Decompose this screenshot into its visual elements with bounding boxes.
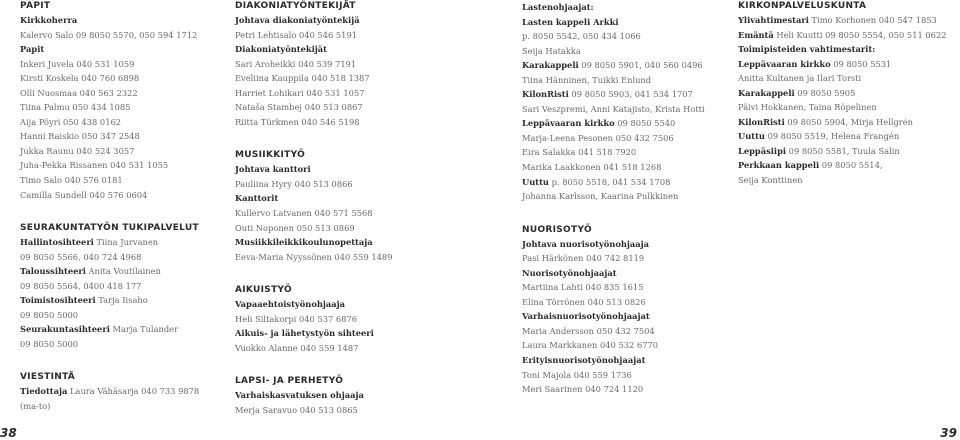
contact-text: Meri Saarinen 040 724 1120 [522, 384, 644, 395]
directory-line [20, 173, 250, 188]
directory-line [738, 42, 960, 57]
contact-text: 09 8050 5000 [20, 338, 79, 349]
directory-line [522, 237, 752, 252]
directory-line [522, 58, 752, 73]
contact-text: Sari Veszpremi, Anni Katajisto, Krista Hotti [522, 103, 705, 114]
directory-line [738, 13, 960, 28]
directory-line [235, 57, 465, 72]
role-label: Uuttu [738, 131, 765, 142]
directory-line [235, 326, 465, 341]
directory-line [522, 189, 752, 204]
directory-line [738, 100, 960, 115]
contact-text: Merja Saravuo 040 513 0865 [235, 404, 358, 415]
directory-line [522, 309, 752, 324]
directory-line [235, 221, 465, 236]
directory-line [522, 160, 752, 175]
role-label: Ylivahtimestari [738, 15, 809, 25]
role-label: Kanttorit [235, 193, 279, 204]
contact-text: Camilla Sundell 040 576 0604 [20, 189, 148, 200]
contact-text: Elina Törrönen 040 513 0826 [522, 296, 646, 307]
directory-line [522, 338, 752, 353]
contact-text: 09 8050 5905 [794, 87, 856, 98]
directory-line [738, 71, 960, 86]
directory-line [738, 115, 960, 130]
contact-text: Timo Korhonen 040 547 1853 [808, 15, 937, 25]
directory-line [20, 158, 250, 173]
section-heading: VIESTINTÄ [20, 372, 76, 383]
directory-line [20, 115, 250, 130]
directory-line [20, 86, 250, 101]
contact-text: 09 8050 5519, Helena Frangén [764, 131, 900, 142]
contact-text: Pasi Härkönen 040 742 8119 [522, 253, 645, 264]
directory-line [235, 388, 465, 403]
contact-text: 09 8050 5581, Tuula Salin [786, 145, 900, 156]
directory-line [522, 44, 752, 59]
contact-text: 09 8050 5540 [614, 118, 676, 129]
contact-text: 09 8050 5000 [20, 309, 79, 320]
contact-text: Marja-Leena Pesonen 050 432 7506 [522, 132, 674, 143]
directory-line [20, 399, 250, 414]
page-number-right: 39 [940, 426, 957, 440]
role-label: Seurakuntasihteeri [20, 324, 110, 335]
section-papit [20, 0, 250, 202]
section-heading: DIAKONIATYÖNTEKIJÄT [235, 1, 356, 11]
column-2 [235, 0, 465, 417]
directory-line [235, 206, 465, 221]
role-label: Erityisnuorisotyönohjaajat [522, 355, 646, 366]
role-label: Johtava kanttori [235, 164, 311, 175]
directory-line [235, 250, 465, 265]
directory-line [20, 293, 250, 308]
role-label: Leppävaaran kirkko [738, 58, 831, 69]
directory-line [20, 100, 250, 115]
directory-line [235, 13, 465, 28]
role-label: Toimipisteiden vahtimestarit: [738, 44, 876, 55]
directory-line [738, 86, 960, 101]
contact-text: 09 8050 5514, [819, 160, 883, 171]
contact-text: Pauliina Hyry 040 513 0866 [235, 178, 353, 189]
role-label: Varhaisnuorisotyönohjaajat [522, 311, 650, 322]
contact-text: Harriet Lohikari 040 531 1057 [235, 87, 365, 98]
directory-line [522, 251, 752, 266]
contact-text: Vuokko Alanne 040 559 1487 [235, 342, 359, 353]
role-label: Varhaiskasvatuksen ohjaaja [235, 390, 364, 401]
directory-line [20, 250, 250, 265]
directory-line [235, 162, 465, 177]
directory-line [235, 235, 465, 250]
role-label: KilonRisti [738, 116, 785, 127]
directory-line [522, 145, 752, 160]
contact-text: Outi Noponen 050 513 0869 [235, 222, 355, 233]
contact-text: 09 8050 5904, Mirja Hellgrén [784, 116, 914, 127]
directory-line [20, 337, 250, 352]
directory-line [235, 115, 465, 130]
directory-line [522, 368, 752, 383]
directory-line [20, 188, 250, 203]
contact-text: Juha-Pekka Rissanen 040 531 1055 [20, 160, 169, 171]
directory-line [235, 403, 465, 418]
section-diakoniatyontekijat [235, 0, 465, 129]
contact-text: Kullervo Latvanen 040 571 5568 [235, 208, 373, 219]
contact-text: Heli Siltakorpi 040 537 6876 [235, 313, 358, 324]
contact-text: 09 8050 5566, 040 724 4968 [20, 251, 142, 262]
contact-text: Marja Tulander [109, 324, 179, 335]
contact-text: Päivi Hokkanen, Taina Röpelinen [738, 102, 877, 113]
directory-line [522, 353, 752, 368]
directory-line [522, 73, 752, 88]
contact-text: Laura Vähäsarja 040 733 9878 [67, 386, 200, 397]
contact-text: Laura Markkanen 040 532 6770 [522, 340, 659, 351]
directory-line [20, 384, 250, 399]
column-4 [738, 0, 960, 188]
section-heading: NUORISOTYÖ [522, 224, 592, 235]
section-intro [522, 0, 752, 204]
section-heading: KIRKONPALVELUSKUNTA [738, 1, 867, 11]
contact-text: p. 8050 5542, 050 434 1066 [522, 31, 641, 42]
directory-line [235, 71, 465, 86]
directory-line [522, 175, 752, 190]
page-number-left: 38 [0, 426, 17, 440]
contact-text: Eveliina Kauppila 040 518 1387 [235, 73, 370, 84]
directory-line [235, 312, 465, 327]
contact-text: 09 8050 5531 [830, 58, 892, 69]
directory-line [20, 144, 250, 159]
role-label: Kirkkoherra [20, 15, 78, 25]
contact-text: Aija Pöyri 050 438 0162 [20, 116, 122, 127]
directory-line [522, 102, 752, 117]
contact-text: Eeva-Maria Nyyssönen 040 559 1489 [235, 251, 393, 262]
directory-line [522, 266, 752, 281]
contact-text: Heli Kuutti 09 8050 5554, 050 511 0622 [773, 29, 947, 40]
directory-line [20, 264, 250, 279]
section-kirkonpalveluskunta [738, 0, 960, 188]
directory-line [20, 129, 250, 144]
directory-line [20, 308, 250, 323]
contact-text: Tarja Iisaho [95, 295, 148, 306]
contact-text: Riitta Türkmen 040 546 5198 [235, 116, 360, 127]
directory-line [522, 131, 752, 146]
role-label: Emäntä [738, 29, 774, 40]
contact-text: Inkeri Juvela 040 531 1059 [20, 58, 135, 69]
contact-text: Tiina Jurvanen [93, 237, 159, 248]
directory-line [522, 280, 752, 295]
section-seurakuntatyon-tukipalvelut [20, 222, 250, 351]
role-label: Lastenohjaajat: [522, 2, 594, 12]
role-label: Toimistosihteeri [20, 295, 96, 306]
directory-line [235, 28, 465, 43]
role-label: Hallintosihteeri [20, 237, 94, 248]
section-heading: PAPIT [20, 1, 51, 11]
column-3 [522, 0, 752, 397]
directory-line [20, 235, 250, 250]
contact-text: Maria Andersson 050 432 7504 [522, 325, 655, 336]
contact-text: Olli Nuosmaa 040 563 2322 [20, 87, 138, 98]
directory-line [235, 86, 465, 101]
contact-text: p. 8050 5518, 041 534 1708 [548, 176, 671, 187]
directory-line [235, 42, 465, 57]
directory-line [522, 382, 752, 397]
role-label: Leppäsiipi [738, 145, 787, 156]
contact-text: Petri Lehtisalo 040 546 5191 [235, 29, 358, 40]
role-label: Perkkaan kappeli [738, 160, 820, 171]
directory-line [20, 13, 250, 28]
directory-line [738, 144, 960, 159]
directory-line [738, 158, 960, 173]
role-label: Vapaaehtoistyönohjaaja [235, 299, 346, 310]
contact-text: Kirsti Koskela 040 760 6898 [20, 73, 140, 84]
column-1 [20, 0, 250, 414]
directory-line [738, 28, 960, 43]
directory-line [235, 191, 465, 206]
role-label: Lasten kappeli Arkki [522, 16, 619, 27]
contact-text: Tiina Hänninen, Tuikki Enlund [522, 74, 652, 85]
section-musiikkityo [235, 149, 465, 264]
section-lapsi-ja-perhetyo [235, 375, 465, 417]
contact-text: Johanna Karlsson, Kaarina Pulkkinen [522, 191, 679, 202]
contact-text: Anitta Kultanen ja Ilari Torsti [738, 73, 862, 84]
contact-text: Anita Voutilainen [85, 266, 161, 277]
role-label: Nuorisotyönohjaajat [522, 267, 617, 278]
contact-text: Seija Konttinen [738, 175, 803, 186]
directory-line [522, 87, 752, 102]
directory-line [738, 173, 960, 188]
section-heading: AIKUISTYÖ [235, 285, 292, 296]
contact-text: 09 8050 5903, 041 534 1707 [568, 89, 693, 100]
role-label: Papit [20, 44, 45, 55]
contact-text: Kalervo Salo 09 8050 5570, 050 594 1712 [20, 29, 198, 40]
directory-line [20, 57, 250, 72]
section-aikuistyo [235, 284, 465, 355]
role-label: Johtava diakoniatyöntekijä [235, 15, 360, 25]
directory-line [738, 57, 960, 72]
directory-line [522, 0, 752, 15]
contact-text: 09 8050 5901, 040 560 0496 [578, 60, 703, 71]
directory-line [20, 42, 250, 57]
directory-line [20, 71, 250, 86]
role-label: Karakappeli [738, 87, 795, 98]
contact-text: (ma-to) [20, 401, 51, 412]
role-label: Diakoniatyöntekijät [235, 44, 328, 55]
role-label: Johtava nuorisotyönohjaaja [522, 238, 650, 249]
contact-text: Timo Salo 040 576 0181 [20, 175, 123, 186]
directory-line [522, 29, 752, 44]
section-nuorisotyo [522, 224, 752, 397]
directory-line [20, 322, 250, 337]
contact-text: Toni Majola 040 559 1736 [522, 369, 632, 380]
directory-line [235, 297, 465, 312]
role-label: Aikuis- ja lähetystyön sihteeri [235, 328, 374, 339]
contact-text: Sari Aroheikki 040 539 7191 [235, 58, 357, 69]
contact-text: Seija Hatakka [522, 45, 581, 56]
directory-line [235, 341, 465, 356]
role-label: KilonRisti [522, 89, 569, 100]
contact-text: Jukka Raunu 040 524 3057 [20, 145, 135, 156]
directory-line [235, 100, 465, 115]
role-label: Leppävaaran kirkko [522, 118, 615, 129]
section-heading: MUSIIKKITYÖ [235, 150, 306, 161]
role-label: Uuttu [522, 176, 549, 187]
directory-line [522, 15, 752, 30]
contact-text: Hanni Raiskio 050 347 2548 [20, 131, 140, 142]
contact-text: Nataša Stambej 040 513 0867 [235, 102, 363, 113]
directory-line [522, 295, 752, 310]
section-heading: LAPSI- JA PERHETYÖ [235, 376, 344, 387]
section-viestinta [20, 371, 250, 413]
section-heading: SEURAKUNTATYÖN TUKIPALVELUT [20, 223, 199, 234]
directory-line [20, 279, 250, 294]
contact-text: Marika Laakkonen 041 518 1268 [522, 162, 662, 173]
contact-text: Eira Salakka 041 518 7920 [522, 147, 637, 158]
role-label: Taloussihteeri [20, 266, 86, 277]
directory-line [522, 116, 752, 131]
contact-text: 09 8050 5564, 0400 418 177 [20, 280, 142, 291]
directory-line [235, 177, 465, 192]
role-label: Musiikkileikkikoulunopettaja [235, 237, 373, 248]
role-label: Karakappeli [522, 60, 579, 71]
directory-line [522, 324, 752, 339]
contact-text: Tiina Palmu 050 434 1085 [20, 102, 131, 113]
directory-line [738, 129, 960, 144]
contact-text: Martiina Lahti 040 835 1615 [522, 282, 644, 293]
role-label: Tiedottaja [20, 386, 68, 397]
directory-line [20, 28, 250, 43]
